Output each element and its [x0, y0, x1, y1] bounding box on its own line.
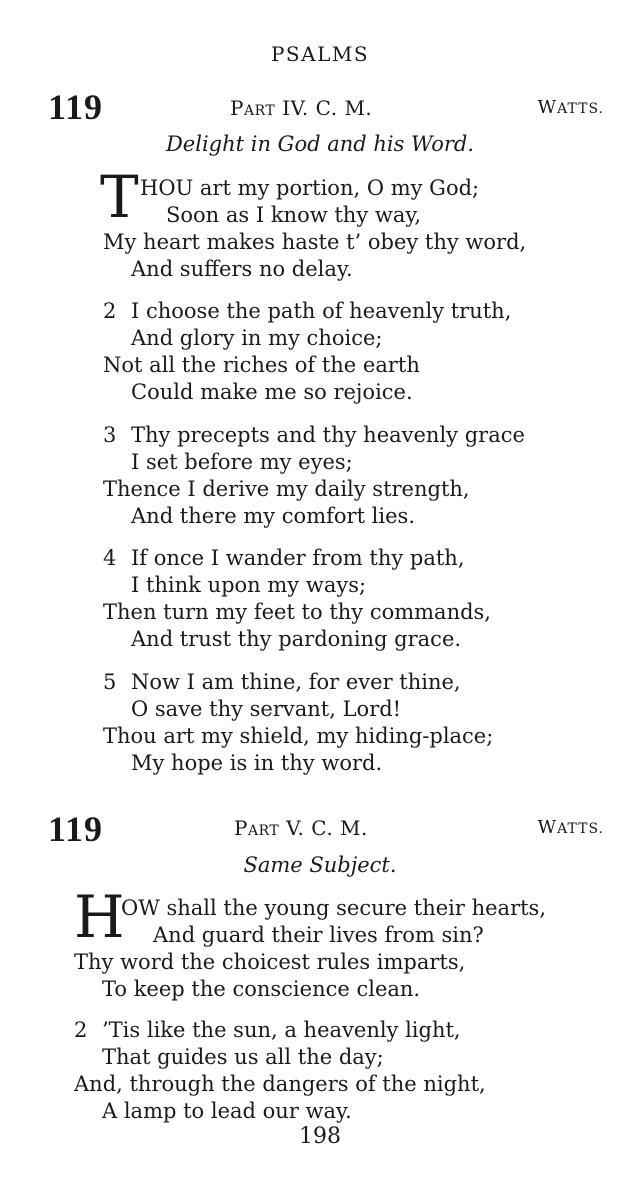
- part-small: ART: [243, 103, 276, 119]
- verse-line: My hope is in thy word.: [131, 751, 383, 775]
- verse-line: I think upon my ways;: [131, 573, 367, 597]
- verse-line: OW shall the young secure their hearts,: [121, 896, 547, 920]
- part-small: ART: [247, 823, 280, 839]
- verse-line: If once I wander from thy path,: [131, 546, 465, 570]
- verse-line: Thy word the choicest rules imparts,: [74, 950, 466, 974]
- verse-line: To keep the conscience clean.: [102, 977, 421, 1001]
- drop-cap: H: [74, 883, 125, 951]
- part-rest: IV. C. M.: [275, 96, 373, 120]
- verse-line: O save thy servant, Lord!: [131, 697, 402, 721]
- hymn-number: 119: [48, 809, 104, 849]
- verse-line: Thou art my shield, my hiding-place;: [103, 724, 494, 748]
- verse-line: ’Tis like the sun, a heavenly light,: [102, 1018, 461, 1042]
- hymn-part: [230, 96, 372, 120]
- verse-line: A lamp to lead our way.: [102, 1099, 352, 1123]
- verse-line: That guides us all the day;: [102, 1045, 384, 1069]
- verse-line: Could make me so rejoice.: [131, 380, 413, 404]
- verse-line: And glory in my choice;: [131, 326, 383, 350]
- drop-cap: T: [100, 163, 139, 231]
- stanza-number: 4: [103, 546, 117, 570]
- part-rest: V. C. M.: [279, 816, 368, 840]
- verse-line: My heart makes haste t’ obey thy word,: [103, 230, 527, 254]
- verse-line: HOU art my portion, O my God;: [140, 176, 480, 200]
- verse-line: I choose the path of heavenly truth,: [131, 299, 512, 323]
- running-head: PSALMS: [270, 42, 370, 66]
- verse-line: And trust thy pardoning grace.: [131, 627, 462, 651]
- hymn-subtitle: Same Subject.: [243, 853, 397, 877]
- verse-line: And suffers no delay.: [131, 257, 353, 281]
- hymn-number: 119: [48, 87, 104, 127]
- author-prefix: W: [537, 817, 558, 838]
- stanza-number: 3: [103, 423, 117, 447]
- verse-line: Not all the riches of the earth: [103, 353, 420, 377]
- verse-line: Soon as I know thy way,: [166, 203, 422, 227]
- verse-line: Now I am thine, for ever thine,: [131, 670, 461, 694]
- verse-line: And, through the dangers of the night,: [74, 1072, 486, 1096]
- stanza-number: 2: [74, 1018, 88, 1042]
- verse-line: Thy precepts and thy heavenly grace: [131, 423, 525, 447]
- hymn-part: [234, 816, 368, 840]
- part-prefix: P: [234, 816, 248, 840]
- hymn-subtitle: Delight in God and his Word.: [165, 132, 475, 156]
- verse-line: I set before my eyes;: [131, 450, 353, 474]
- stanza-number: 2: [103, 299, 117, 323]
- verse-line: Thence I derive my daily strength,: [103, 477, 470, 501]
- page-number: 198: [299, 1124, 341, 1149]
- part-prefix: P: [230, 96, 244, 120]
- verse-line: And there my comfort lies.: [131, 504, 415, 528]
- hymn-author: [538, 817, 604, 838]
- verse-line: And guard their lives from sin?: [153, 923, 484, 947]
- stanza-number: 5: [103, 670, 117, 694]
- author-small: ATTS.: [557, 101, 604, 117]
- author-prefix: W: [537, 97, 558, 118]
- author-small: ATTS.: [557, 821, 604, 837]
- verse-line: Then turn my feet to thy commands,: [103, 600, 491, 624]
- hymn-author: [538, 97, 604, 118]
